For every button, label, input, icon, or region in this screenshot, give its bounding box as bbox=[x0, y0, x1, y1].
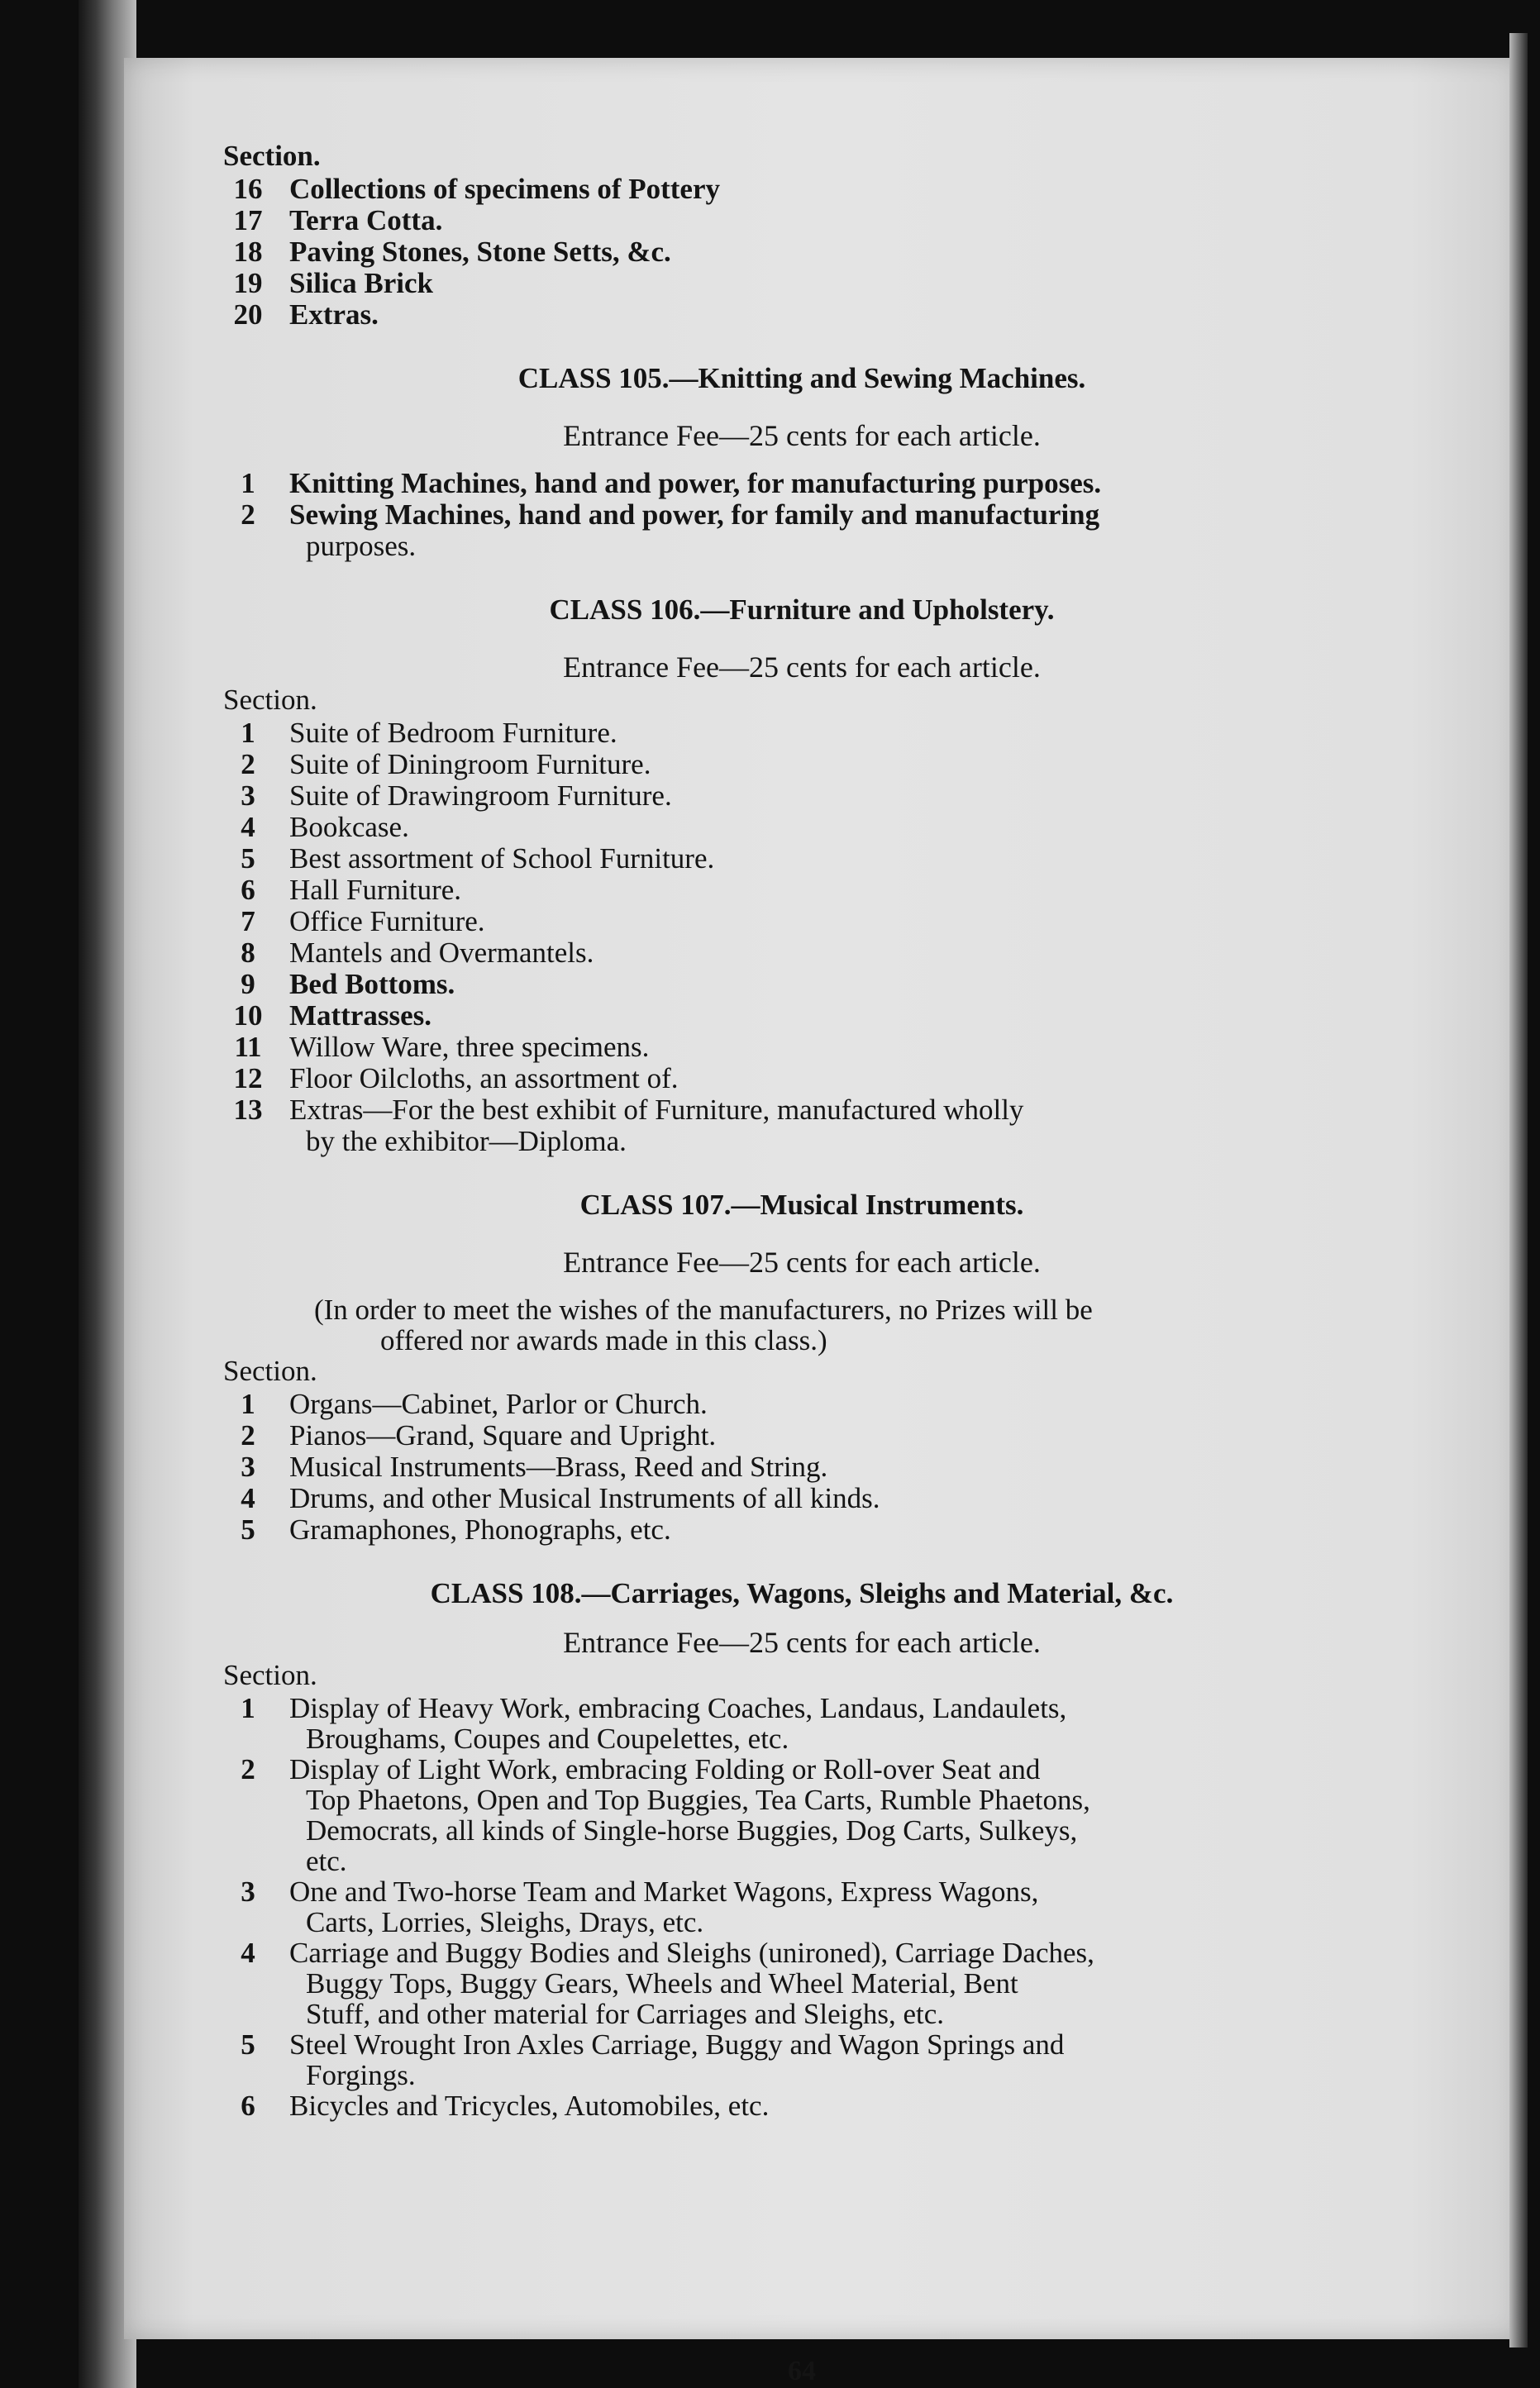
list-item: 9 Bed Bottoms. bbox=[241, 968, 455, 1000]
class-107-fee: Entrance Fee—25 cents for each article. bbox=[563, 1246, 1041, 1279]
note-line: offered nor awards made in this class.) bbox=[380, 1324, 827, 1356]
class-107-list bbox=[223, 1389, 1380, 1546]
list-item: 5 Steel Wrought Iron Axles Carriage, Buggy and Wagon Springs and bbox=[241, 2028, 1065, 2061]
list-item-continuation: Buggy Tops, Buggy Gears, Wheels and Wheel Material, Bent bbox=[306, 1967, 1018, 2000]
class-107-note bbox=[223, 1294, 1380, 1356]
list-item-continuation: purposes. bbox=[306, 530, 417, 562]
list-item: 12 Floor Oilcloths, an assortment of. bbox=[233, 1062, 679, 1094]
list-item: 2 Pianos—Grand, Square and Upright. bbox=[241, 1419, 717, 1451]
section-heading: Section. bbox=[223, 1355, 317, 1387]
class-107-title: CLASS 107.—Musical Instruments. bbox=[579, 1189, 1024, 1221]
class-105-title: CLASS 105.—Knitting and Sewing Machines. bbox=[517, 362, 1086, 394]
section-heading: Section. bbox=[223, 140, 321, 172]
class-106-fee: Entrance Fee—25 cents for each article. bbox=[563, 651, 1041, 684]
list-item-continuation: Broughams, Coupes and Coupelettes, etc. bbox=[306, 1723, 789, 1755]
list-item: 13 Extras—For the best exhibit of Furniture, manufactured wholly bbox=[233, 1094, 1024, 1126]
list-item: 2 Suite of Diningroom Furniture. bbox=[241, 748, 651, 780]
list-item-continuation: etc. bbox=[306, 1845, 347, 1877]
class-108-list bbox=[223, 1693, 1380, 2121]
list-item: 2 Sewing Machines, hand and power, for family and manufacturing bbox=[241, 498, 1100, 531]
list-item: 1 Display of Heavy Work, embracing Coaches, Landaus, Landaulets, bbox=[241, 1692, 1067, 1724]
list-item: 8 Mantels and Overmantels. bbox=[241, 937, 594, 969]
list-item: 19 Silica Brick bbox=[233, 267, 434, 299]
list-item-continuation: Democrats, all kinds of Single-horse Buggies, Dog Carts, Sulkeys, bbox=[306, 1814, 1078, 1847]
list-item-continuation: Carts, Lorries, Sleighs, Drays, etc. bbox=[306, 1906, 704, 1938]
top-section-list bbox=[223, 174, 1380, 331]
class-108-fee: Entrance Fee—25 cents for each article. bbox=[563, 1626, 1041, 1659]
list-item: 6 Hall Furniture. bbox=[241, 874, 462, 906]
class-106-title: CLASS 106.—Furniture and Upholstery. bbox=[549, 593, 1055, 626]
list-item-continuation: Top Phaetons, Open and Top Buggies, Tea Carts, Rumble Phaetons, bbox=[306, 1784, 1090, 1816]
list-item: 5 Gramaphones, Phonographs, etc. bbox=[241, 1513, 671, 1546]
list-item: 4 Drums, and other Musical Instruments of all kinds. bbox=[241, 1482, 880, 1514]
class-105-fee: Entrance Fee—25 cents for each article. bbox=[563, 419, 1041, 452]
list-item: 3 Suite of Drawingroom Furniture. bbox=[241, 779, 672, 812]
list-item: 1 Organs—Cabinet, Parlor or Church. bbox=[241, 1388, 708, 1420]
section-heading: Section. bbox=[223, 684, 317, 716]
list-item-continuation: Forgings. bbox=[306, 2059, 416, 2091]
list-item: 1 Suite of Bedroom Furniture. bbox=[241, 717, 617, 749]
class-106-list bbox=[223, 717, 1380, 1157]
list-item: 3 One and Two-horse Team and Market Wagons, Express Wagons, bbox=[241, 1876, 1039, 1908]
page-content bbox=[223, 140, 1380, 2386]
list-item: 6 Bicycles and Tricycles, Automobiles, etc. bbox=[241, 2090, 770, 2122]
list-item: 20 Extras. bbox=[233, 298, 379, 331]
page-number: 64 bbox=[788, 2356, 816, 2386]
list-item: 17 Terra Cotta. bbox=[233, 204, 443, 236]
list-item: 4 Carriage and Buggy Bodies and Sleighs (unironed), Carriage Daches, bbox=[241, 1937, 1094, 1969]
list-item-continuation: Stuff, and other material for Carriages and Sleighs, etc. bbox=[306, 1998, 945, 2030]
list-item: 10 Mattrasses. bbox=[233, 999, 432, 1032]
list-item: 11 Willow Ware, three specimens. bbox=[234, 1031, 650, 1063]
list-item-continuation: by the exhibitor—Diploma. bbox=[306, 1125, 627, 1157]
list-item: 4 Bookcase. bbox=[241, 811, 409, 843]
list-item: 1 Knitting Machines, hand and power, for manufacturing purposes. bbox=[241, 467, 1102, 499]
list-item: 3 Musical Instruments—Brass, Reed and String. bbox=[241, 1451, 828, 1483]
class-108-title: CLASS 108.—Carriages, Wagons, Sleighs and Material, &c. bbox=[430, 1577, 1174, 1609]
list-item: 7 Office Furniture. bbox=[241, 905, 485, 937]
list-item: 18 Paving Stones, Stone Setts, &c. bbox=[233, 236, 671, 268]
page-edge-right bbox=[1509, 33, 1528, 2347]
list-item: 16 Collections of specimens of Pottery bbox=[233, 173, 720, 205]
list-item: 5 Best assortment of School Furniture. bbox=[241, 842, 715, 875]
section-heading: Section. bbox=[223, 1659, 317, 1691]
list-item: 2 Display of Light Work, embracing Folding or Roll-over Seat and bbox=[241, 1753, 1041, 1785]
note-line: (In order to meet the wishes of the manufacturers, no Prizes will be bbox=[314, 1294, 1093, 1326]
